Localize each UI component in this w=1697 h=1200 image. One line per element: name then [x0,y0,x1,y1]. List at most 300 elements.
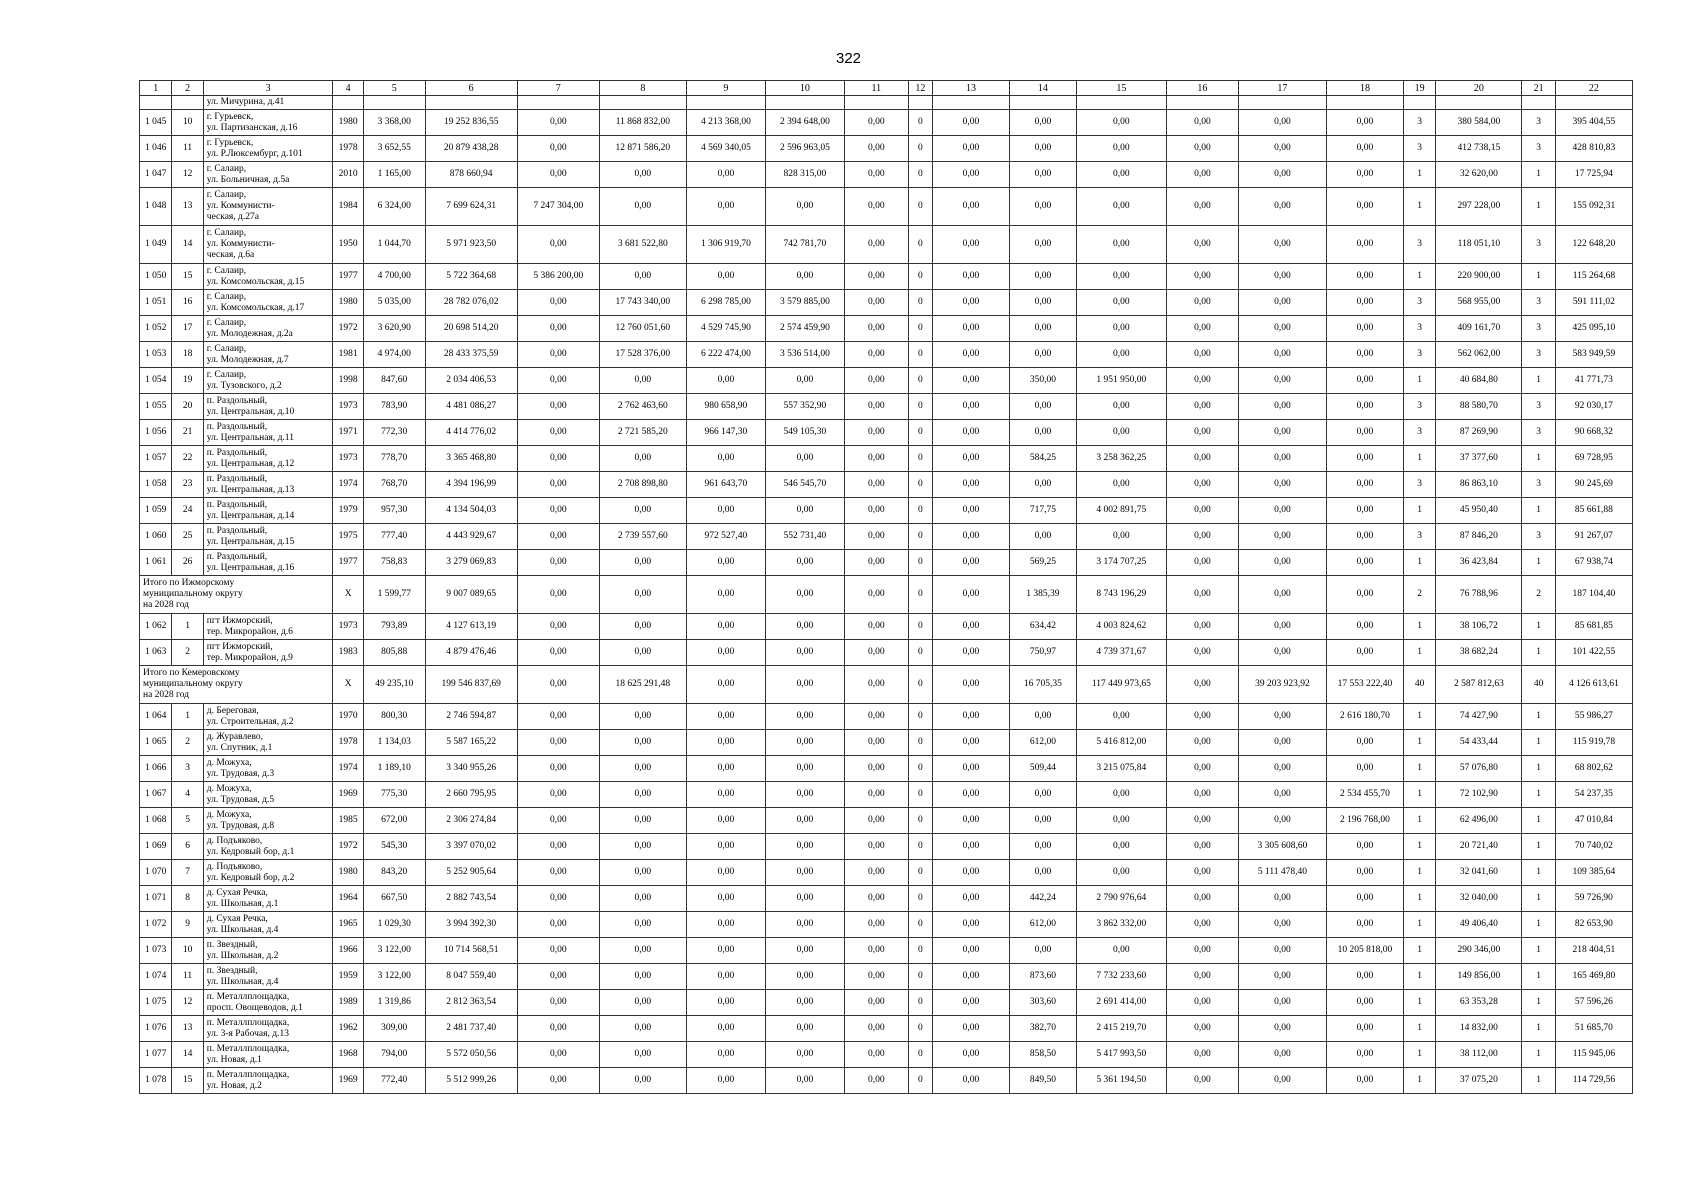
cell-col-10: 0,00 [765,550,844,576]
cell-col-12: 0 [908,1068,932,1094]
cell-col-10: 742 781,70 [765,226,844,264]
cell-col-12: 0 [908,110,932,136]
cell-col-7: 0,00 [517,576,599,614]
cell-col-2: 25 [172,524,203,550]
cell-col-2: 12 [172,162,203,188]
cell-col-3: г. Гурьевск, ул. Р.Люксембург, д.101 [203,136,333,162]
cell-col-8: 0,00 [599,162,686,188]
cell-col-17: 0,00 [1238,990,1326,1016]
cell-col-2: 10 [172,110,203,136]
cell-col-14: 584,25 [1009,446,1076,472]
cell-col-16: 0,00 [1166,394,1238,420]
cell-col-15: 0,00 [1076,808,1166,834]
cell-col-4: 1973 [333,394,363,420]
total-row [140,666,1633,704]
cell-col-15: 0,00 [1076,188,1166,226]
column-header-20: 20 [1436,81,1522,96]
table-row [140,446,1633,472]
cell-col-7: 0,00 [517,912,599,938]
cell-col-13: 0,00 [932,498,1009,524]
cell-col-12: 0 [908,964,932,990]
column-header-14: 14 [1009,81,1076,96]
cell-col-20: 412 738,15 [1436,136,1522,162]
cell-col-12: 0 [908,136,932,162]
cell-col-11: 0,00 [844,368,908,394]
cell-col-15: 0,00 [1076,938,1166,964]
cell-col-9: 4 213 368,00 [686,110,765,136]
cell-col-13: 0,00 [932,550,1009,576]
cell-col-16: 0,00 [1166,1068,1238,1094]
cell-col-19: 3 [1403,290,1435,316]
cell-col-16: 0,00 [1166,886,1238,912]
cell-col-21: 1 [1522,1016,1555,1042]
cell-col-20: 54 433,44 [1436,730,1522,756]
cell-col-13: 0,00 [932,472,1009,498]
cell-col-15: 0,00 [1076,136,1166,162]
cell-col-11: 0,00 [844,290,908,316]
cell-col-6: 3 994 392,30 [425,912,517,938]
cell-col-2: 10 [172,938,203,964]
cell-col-16: 0,00 [1166,614,1238,640]
cell-col-18: 0,00 [1326,342,1403,368]
cell-col-19: 3 [1403,394,1435,420]
cell-col-17: 0,00 [1238,136,1326,162]
cell-col-18: 0,00 [1326,420,1403,446]
cell-col-13 [932,96,1009,110]
cell-col-13: 0,00 [932,640,1009,666]
cell-col-2 [172,96,203,110]
cell-col-20 [1436,96,1522,110]
cell-col-12: 0 [908,990,932,1016]
cell-col-9: 0,00 [686,264,765,290]
cell-col-5: 843,20 [363,860,425,886]
cell-col-22: 114 729,56 [1555,1068,1632,1094]
cell-col-22: 187 104,40 [1555,576,1632,614]
cell-col-18: 0,00 [1326,162,1403,188]
cell-col-14: 0,00 [1009,394,1076,420]
cell-col-15: 0,00 [1076,860,1166,886]
cell-col-16: 0,00 [1166,110,1238,136]
cell-col-21: 1 [1522,1068,1555,1094]
cell-col-21: 1 [1522,640,1555,666]
cell-col-21: 3 [1522,472,1555,498]
cell-col-17: 0,00 [1238,614,1326,640]
cell-col-8: 0,00 [599,938,686,964]
cell-col-17: 0,00 [1238,316,1326,342]
cell-col-15: 5 417 993,50 [1076,1042,1166,1068]
cell-col-7: 0,00 [517,342,599,368]
cell-col-18: 17 553 222,40 [1326,666,1403,704]
cell-col-16: 0,00 [1166,704,1238,730]
cell-col-10: 0,00 [765,886,844,912]
cell-col-1: 1 045 [140,110,172,136]
cell-col-22: 47 010,84 [1555,808,1632,834]
cell-col-17: 0,00 [1238,576,1326,614]
cell-col-11: 0,00 [844,782,908,808]
cell-col-6: 5 512 999,26 [425,1068,517,1094]
cell-col-14: 0,00 [1009,524,1076,550]
cell-col-4: 1972 [333,316,363,342]
cell-col-5: 1 599,77 [363,576,425,614]
cell-col-19: 3 [1403,226,1435,264]
cell-col-22: 4 126 613,61 [1555,666,1632,704]
cell-col-2: 18 [172,342,203,368]
cell-col-16: 0,00 [1166,162,1238,188]
cell-col-9: 0,00 [686,614,765,640]
cell-col-3: ул. Мичурина, д.41 [203,96,333,110]
cell-col-1: 1 070 [140,860,172,886]
cell-col-6: 8 047 559,40 [425,964,517,990]
cell-col-11: 0,00 [844,1042,908,1068]
cell-col-21: 1 [1522,264,1555,290]
cell-col-16: 0,00 [1166,808,1238,834]
cell-col-8: 0,00 [599,576,686,614]
cell-col-10: 0,00 [765,730,844,756]
cell-col-12: 0 [908,472,932,498]
cell-col-7: 0,00 [517,136,599,162]
cell-col-3: п. Раздольный, ул. Центральная, д.10 [203,394,333,420]
cell-col-1: 1 058 [140,472,172,498]
cell-col-10: 0,00 [765,990,844,1016]
cell-col-11: 0,00 [844,394,908,420]
cell-col-21: 1 [1522,188,1555,226]
cell-col-14: 442,24 [1009,886,1076,912]
cell-col-9: 0,00 [686,834,765,860]
cell-col-19: 1 [1403,808,1435,834]
cell-col-3: г. Салаир, ул. Молодежная, д.2а [203,316,333,342]
cell-col-1: 1 049 [140,226,172,264]
cell-col-5: 1 134,03 [363,730,425,756]
cell-col-7: 0,00 [517,614,599,640]
cell-col-1: 1 051 [140,290,172,316]
cell-col-11: 0,00 [844,912,908,938]
cell-col-19: 1 [1403,1042,1435,1068]
cell-col-1: 1 076 [140,1016,172,1042]
cell-col-1: 1 061 [140,550,172,576]
cell-col-10: 0,00 [765,614,844,640]
cell-col-11: 0,00 [844,420,908,446]
cell-col-8: 0,00 [599,782,686,808]
cell-col-13: 0,00 [932,264,1009,290]
total-label: Итого по Ижморскому муниципальному округу на 2028 год [140,576,333,614]
cell-col-3: п. Металлплощадка, ул. Новая, д.1 [203,1042,333,1068]
cell-col-18: 0,00 [1326,472,1403,498]
cell-col-13: 0,00 [932,756,1009,782]
column-header-6: 6 [425,81,517,96]
cell-col-6: 2 812 363,54 [425,990,517,1016]
cell-col-3: п. Металлплощадка, ул. 3-я Рабочая, д.13 [203,1016,333,1042]
cell-col-19: 1 [1403,834,1435,860]
cell-col-1: 1 060 [140,524,172,550]
cell-col-4: X [333,576,363,614]
cell-col-5: 957,30 [363,498,425,524]
cell-col-5: 6 324,00 [363,188,425,226]
cell-col-22: 122 648,20 [1555,226,1632,264]
cell-col-19: 1 [1403,1016,1435,1042]
cell-col-14: 858,50 [1009,1042,1076,1068]
cell-col-1: 1 054 [140,368,172,394]
cell-col-15: 2 790 976,64 [1076,886,1166,912]
cell-col-10: 0,00 [765,782,844,808]
cell-col-20: 38 682,24 [1436,640,1522,666]
cell-col-3: п. Раздольный, ул. Центральная, д.12 [203,446,333,472]
cell-col-8: 0,00 [599,1042,686,1068]
cell-col-19: 1 [1403,446,1435,472]
cell-col-13: 0,00 [932,420,1009,446]
cell-col-22: 115 919,78 [1555,730,1632,756]
cell-col-12: 0 [908,226,932,264]
cell-col-1: 1 067 [140,782,172,808]
cell-col-9: 0,00 [686,756,765,782]
cell-col-9: 0,00 [686,368,765,394]
cell-col-12: 0 [908,342,932,368]
column-header-12: 12 [908,81,932,96]
cell-col-13: 0,00 [932,524,1009,550]
cell-col-10: 2 394 648,00 [765,110,844,136]
cell-col-22: 85 661,88 [1555,498,1632,524]
cell-col-7: 0,00 [517,990,599,1016]
cell-col-10: 0,00 [765,188,844,226]
cell-col-4: 1970 [333,704,363,730]
cell-col-7: 0,00 [517,226,599,264]
cell-col-22: 54 237,35 [1555,782,1632,808]
cell-col-11: 0,00 [844,110,908,136]
cell-col-5: 4 700,00 [363,264,425,290]
cell-col-11: 0,00 [844,1016,908,1042]
cell-col-4: 1974 [333,756,363,782]
cell-col-14: 0,00 [1009,162,1076,188]
cell-col-2: 2 [172,730,203,756]
cell-col-9: 0,00 [686,1068,765,1094]
cell-col-16: 0,00 [1166,990,1238,1016]
cell-col-18: 0,00 [1326,886,1403,912]
cell-col-13: 0,00 [932,834,1009,860]
cell-col-6: 9 007 089,65 [425,576,517,614]
cell-col-8: 0,00 [599,990,686,1016]
cell-col-6: 4 127 613,19 [425,614,517,640]
cell-col-4: 1950 [333,226,363,264]
cell-col-4: 1985 [333,808,363,834]
cell-col-11: 0,00 [844,730,908,756]
column-header-4: 4 [333,81,363,96]
cell-col-1: 1 059 [140,498,172,524]
table-row [140,912,1633,938]
cell-col-22: 218 404,51 [1555,938,1632,964]
cell-col-19: 1 [1403,886,1435,912]
cell-col-13: 0,00 [932,316,1009,342]
cell-col-19: 1 [1403,938,1435,964]
cell-col-18: 0,00 [1326,524,1403,550]
cell-col-17: 0,00 [1238,886,1326,912]
cell-col-5: 1 044,70 [363,226,425,264]
cell-col-15: 0,00 [1076,524,1166,550]
cell-col-15: 2 691 414,00 [1076,990,1166,1016]
cell-col-11: 0,00 [844,136,908,162]
cell-col-11: 0,00 [844,226,908,264]
cell-col-2: 1 [172,704,203,730]
table-row [140,550,1633,576]
cell-col-17: 0,00 [1238,524,1326,550]
cell-col-19: 1 [1403,1068,1435,1094]
cell-col-5: 3 652,55 [363,136,425,162]
cell-col-19: 1 [1403,162,1435,188]
cell-col-17: 0,00 [1238,342,1326,368]
cell-col-14: 0,00 [1009,188,1076,226]
cell-col-20: 32 620,00 [1436,162,1522,188]
cell-col-4: 1966 [333,938,363,964]
cell-col-12: 0 [908,886,932,912]
table-row [140,1068,1633,1094]
cell-col-14: 750,97 [1009,640,1076,666]
cell-col-5: 3 620,90 [363,316,425,342]
table-row [140,990,1633,1016]
cell-col-20: 220 900,00 [1436,264,1522,290]
cell-col-1: 1 048 [140,188,172,226]
cell-col-18: 2 196 768,00 [1326,808,1403,834]
cell-col-15: 0,00 [1076,110,1166,136]
cell-col-21: 1 [1522,704,1555,730]
cell-col-4: 1972 [333,834,363,860]
cell-col-22: 82 653,90 [1555,912,1632,938]
cell-col-7: 0,00 [517,498,599,524]
cell-col-21: 3 [1522,290,1555,316]
table-row [140,1042,1633,1068]
cell-col-19: 3 [1403,316,1435,342]
cell-col-22 [1555,96,1632,110]
cell-col-6: 28 782 076,02 [425,290,517,316]
table-row [140,368,1633,394]
cell-col-1: 1 050 [140,264,172,290]
cell-col-8: 18 625 291,48 [599,666,686,704]
cell-col-17: 0,00 [1238,498,1326,524]
cell-col-16: 0,00 [1166,964,1238,990]
cell-col-8: 11 868 832,00 [599,110,686,136]
cell-col-3: д. Сухая Речка, ул. Школьная, д.4 [203,912,333,938]
cell-col-11: 0,00 [844,1068,908,1094]
cell-col-20: 118 051,10 [1436,226,1522,264]
cell-col-9: 961 643,70 [686,472,765,498]
cell-col-17: 0,00 [1238,550,1326,576]
cell-col-15: 0,00 [1076,472,1166,498]
cell-col-20: 49 406,40 [1436,912,1522,938]
cell-col-20: 32 041,60 [1436,860,1522,886]
cell-col-22: 41 771,73 [1555,368,1632,394]
cell-col-3: г. Салаир, ул. Тузовского, д.2 [203,368,333,394]
cell-col-21: 1 [1522,990,1555,1016]
cell-col-10: 552 731,40 [765,524,844,550]
cell-col-21: 1 [1522,756,1555,782]
cell-col-10: 0,00 [765,640,844,666]
cell-col-9: 0,00 [686,576,765,614]
cell-col-2: 12 [172,990,203,1016]
cell-col-4: 1974 [333,472,363,498]
table-row [140,316,1633,342]
cell-col-15: 3 174 707,25 [1076,550,1166,576]
cell-col-6: 2 746 594,87 [425,704,517,730]
cell-col-10: 2 574 459,90 [765,316,844,342]
cell-col-9: 966 147,30 [686,420,765,446]
cell-col-7: 0,00 [517,446,599,472]
cell-col-13: 0,00 [932,964,1009,990]
cell-col-16: 0,00 [1166,834,1238,860]
cell-col-2: 11 [172,964,203,990]
cell-col-14: 1 385,39 [1009,576,1076,614]
cell-col-14: 0,00 [1009,472,1076,498]
cell-col-4: 1964 [333,886,363,912]
cell-col-5: 794,00 [363,1042,425,1068]
cell-col-22: 90 245,69 [1555,472,1632,498]
cell-col-16: 0,00 [1166,342,1238,368]
cell-col-4: 1969 [333,1068,363,1094]
cell-col-8: 2 739 557,60 [599,524,686,550]
cell-col-22: 59 726,90 [1555,886,1632,912]
column-header-8: 8 [599,81,686,96]
cell-col-15: 0,00 [1076,342,1166,368]
cell-col-1: 1 071 [140,886,172,912]
cell-col-13: 0,00 [932,226,1009,264]
cell-col-6: 5 252 905,64 [425,860,517,886]
header-row [140,81,1633,96]
cell-col-7: 0,00 [517,316,599,342]
cell-col-22: 92 030,17 [1555,394,1632,420]
cell-col-6: 5 971 923,50 [425,226,517,264]
cell-col-11: 0,00 [844,886,908,912]
cell-col-2: 21 [172,420,203,446]
cell-col-5: 545,30 [363,834,425,860]
cell-col-8: 2 762 463,60 [599,394,686,420]
cell-col-10: 0,00 [765,264,844,290]
cell-col-2: 19 [172,368,203,394]
cell-col-4: 1973 [333,446,363,472]
cell-col-3: г. Салаир, ул. Комсомольская, д.17 [203,290,333,316]
column-header-9: 9 [686,81,765,96]
cell-col-18: 0,00 [1326,550,1403,576]
cell-col-18: 0,00 [1326,110,1403,136]
cell-col-19: 1 [1403,782,1435,808]
cell-col-16: 0,00 [1166,316,1238,342]
cell-col-1: 1 056 [140,420,172,446]
cell-col-13: 0,00 [932,808,1009,834]
cell-col-4: 1980 [333,290,363,316]
cell-col-2: 13 [172,188,203,226]
cell-col-6: 2 660 795,95 [425,782,517,808]
cell-col-1: 1 055 [140,394,172,420]
cell-col-16: 0,00 [1166,446,1238,472]
cell-col-17 [1238,96,1326,110]
cell-col-18: 10 205 818,00 [1326,938,1403,964]
cell-col-5: 1 165,00 [363,162,425,188]
cell-col-13: 0,00 [932,730,1009,756]
cell-col-20: 40 684,80 [1436,368,1522,394]
cell-col-11: 0,00 [844,264,908,290]
cell-col-15: 0,00 [1076,704,1166,730]
cell-col-3: п. Звездный, ул. Школьная, д.2 [203,938,333,964]
cell-col-3: пгт Ижморский, тер. Микрорайон, д.6 [203,614,333,640]
cell-col-8: 0,00 [599,1016,686,1042]
cell-col-14: 0,00 [1009,264,1076,290]
cell-col-18: 0,00 [1326,990,1403,1016]
column-header-11: 11 [844,81,908,96]
cell-col-11: 0,00 [844,550,908,576]
table-row [140,964,1633,990]
table-row [140,498,1633,524]
cell-col-14: 0,00 [1009,136,1076,162]
cell-col-7: 0,00 [517,472,599,498]
cell-col-13: 0,00 [932,782,1009,808]
cell-col-15: 4 003 824,62 [1076,614,1166,640]
cell-col-2: 24 [172,498,203,524]
cell-col-1: 1 068 [140,808,172,834]
